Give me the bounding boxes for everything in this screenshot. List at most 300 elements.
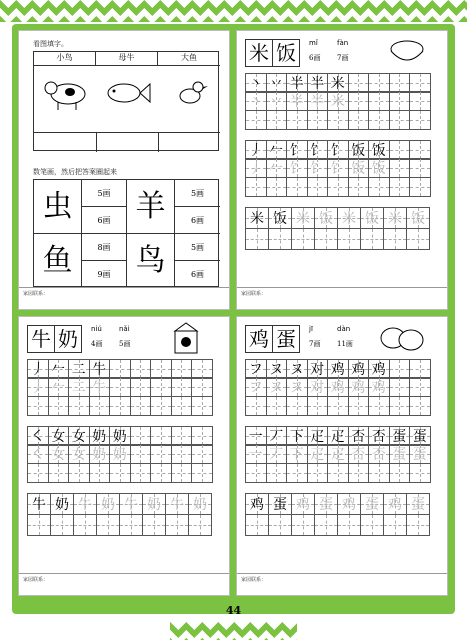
writing-cell[interactable] <box>109 359 131 379</box>
stroke-count-2: 7画 <box>337 54 349 62</box>
writing-cell[interactable] <box>27 444 49 464</box>
bottom-decorative-band <box>170 622 297 640</box>
option-yu-1[interactable]: 8画 <box>82 234 127 261</box>
trace-character: 饣 <box>289 161 304 177</box>
trace-character: 蛋 <box>412 447 427 463</box>
writing-cell[interactable] <box>286 463 308 483</box>
trace-character: 丆 <box>269 447 284 463</box>
option-chong-1[interactable]: 5画 <box>82 180 127 207</box>
writing-cell[interactable] <box>286 426 308 446</box>
writing-cell[interactable] <box>368 91 390 111</box>
writing-cell[interactable] <box>409 158 431 178</box>
word-practice-row <box>245 493 430 515</box>
writing-cell[interactable] <box>348 463 370 483</box>
writing-cell[interactable] <box>368 73 390 93</box>
writing-cell[interactable] <box>245 396 267 416</box>
writing-cell[interactable] <box>130 444 152 464</box>
writing-cell[interactable] <box>286 91 308 111</box>
fish-icon <box>104 78 152 108</box>
writing-cell[interactable] <box>27 396 49 416</box>
writing-cell[interactable] <box>307 444 329 464</box>
writing-cell[interactable] <box>48 426 70 446</box>
writing-cell[interactable] <box>383 514 407 536</box>
panel-mifan <box>236 30 448 310</box>
writing-cell[interactable] <box>48 359 70 379</box>
writing-cell[interactable] <box>360 228 384 250</box>
writing-cell[interactable] <box>327 140 349 160</box>
writing-cell[interactable] <box>89 426 111 446</box>
writing-cell[interactable] <box>307 140 329 160</box>
model-character: 奶 <box>55 497 69 513</box>
writing-cell[interactable] <box>68 426 90 446</box>
writing-cell[interactable] <box>48 396 70 416</box>
trace-character: 米 <box>330 94 345 110</box>
option-yang-1[interactable]: 5画 <box>175 180 220 207</box>
writing-cell[interactable] <box>150 426 172 446</box>
writing-cell[interactable] <box>171 463 193 483</box>
writing-cell[interactable] <box>48 444 70 464</box>
writing-cell[interactable] <box>266 73 288 93</box>
writing-cell[interactable] <box>368 177 390 197</box>
trace-character: 饣 <box>310 161 325 177</box>
writing-cell[interactable] <box>50 493 74 515</box>
trace-character: 半 <box>289 94 304 110</box>
writing-cell[interactable] <box>406 514 430 536</box>
writing-cell[interactable] <box>348 396 370 416</box>
bird-icon <box>174 76 210 108</box>
writing-cell[interactable] <box>150 377 172 397</box>
writing-cell[interactable] <box>307 177 329 197</box>
writing-cell[interactable] <box>96 493 120 515</box>
writing-cell[interactable] <box>389 140 411 160</box>
writing-cell[interactable] <box>409 73 431 93</box>
model-character: 𠂉 <box>51 362 66 378</box>
writing-cell[interactable] <box>68 444 90 464</box>
writing-cell[interactable] <box>307 73 329 93</box>
top-decorative-band <box>0 0 467 22</box>
trace-character: 下 <box>289 447 304 463</box>
writing-cell[interactable] <box>245 158 267 178</box>
writing-cell[interactable] <box>348 377 370 397</box>
footer-label: 家园联系： <box>23 291 49 297</box>
trace-character: 鸡 <box>296 497 310 513</box>
writing-cell[interactable] <box>348 444 370 464</box>
writing-cell[interactable] <box>409 463 431 483</box>
writing-cell[interactable] <box>171 426 193 446</box>
model-character: 牛 <box>32 497 46 513</box>
writing-cell[interactable] <box>191 426 213 446</box>
trace-character: 饭 <box>411 211 425 227</box>
writing-cell[interactable] <box>389 359 411 379</box>
writing-cell[interactable] <box>266 426 288 446</box>
panel-picture-words <box>18 30 230 310</box>
model-character: 丶 <box>248 76 263 92</box>
writing-cell[interactable] <box>286 110 308 130</box>
writing-cell[interactable] <box>268 514 292 536</box>
trace-character: 一 <box>248 447 263 463</box>
writing-cell[interactable] <box>150 444 172 464</box>
writing-cell[interactable] <box>368 396 390 416</box>
writing-cell[interactable] <box>27 463 49 483</box>
writing-cell[interactable] <box>389 426 411 446</box>
footer-label: 家园联系： <box>241 291 267 297</box>
writing-cell[interactable] <box>191 359 213 379</box>
model-character: 饭 <box>273 211 287 227</box>
writing-cell[interactable] <box>89 377 111 397</box>
writing-cell[interactable] <box>150 359 172 379</box>
writing-cell[interactable] <box>245 110 267 130</box>
writing-cell[interactable] <box>291 228 315 250</box>
writing-cell[interactable] <box>307 377 329 397</box>
writing-cell[interactable] <box>327 396 349 416</box>
option-niao-1[interactable]: 5画 <box>175 234 220 261</box>
practice-row <box>27 445 213 464</box>
writing-cell[interactable] <box>314 228 338 250</box>
writing-cell[interactable] <box>307 110 329 130</box>
writing-cell[interactable] <box>150 463 172 483</box>
writing-cell[interactable] <box>389 91 411 111</box>
writing-cell[interactable] <box>360 207 384 229</box>
writing-cell[interactable] <box>188 514 212 536</box>
writing-cell[interactable] <box>337 493 361 515</box>
footer-label: 家园联系： <box>23 577 49 583</box>
stroke-count-1: 6画 <box>309 54 321 62</box>
writing-cell[interactable] <box>191 463 213 483</box>
writing-cell[interactable] <box>327 73 349 93</box>
writing-cell[interactable] <box>109 426 131 446</box>
model-character: 鸡 <box>250 497 264 513</box>
writing-cell[interactable] <box>73 493 97 515</box>
writing-cell[interactable] <box>389 73 411 93</box>
writing-cell[interactable] <box>409 140 431 160</box>
writing-cell[interactable] <box>150 396 172 416</box>
writing-cell[interactable] <box>89 463 111 483</box>
writing-cell[interactable] <box>291 207 315 229</box>
writing-cell[interactable] <box>245 140 267 160</box>
writing-cell[interactable] <box>165 514 189 536</box>
char-niao: 鸟 <box>127 234 175 288</box>
word-char-1: 米 <box>245 39 273 67</box>
writing-cell[interactable] <box>89 359 111 379</box>
writing-cell[interactable] <box>291 493 315 515</box>
writing-cell[interactable] <box>68 396 90 416</box>
trace-character: 牛 <box>170 497 184 513</box>
writing-cell[interactable] <box>245 177 267 197</box>
writing-cell[interactable] <box>389 444 411 464</box>
writing-cell[interactable] <box>73 514 97 536</box>
writing-cell[interactable] <box>406 493 430 515</box>
panel4-footer <box>237 573 447 595</box>
writing-cell[interactable] <box>286 396 308 416</box>
writing-cell[interactable] <box>368 463 390 483</box>
writing-cell[interactable] <box>119 493 143 515</box>
writing-cell[interactable] <box>266 463 288 483</box>
option-chong-2[interactable]: 6画 <box>82 207 127 234</box>
option-yang-2[interactable]: 6画 <box>175 207 220 234</box>
writing-cell[interactable] <box>245 359 267 379</box>
writing-cell[interactable] <box>245 463 267 483</box>
writing-cell[interactable] <box>286 177 308 197</box>
model-character: 饣 <box>310 143 325 159</box>
footer-label: 家园联系： <box>241 577 267 583</box>
writing-cell[interactable] <box>266 359 288 379</box>
writing-cell[interactable] <box>266 110 288 130</box>
word-char-2: 饭 <box>272 39 300 67</box>
writing-cell[interactable] <box>314 207 338 229</box>
picture-table <box>33 51 219 151</box>
writing-cell[interactable] <box>409 426 431 446</box>
writing-cell[interactable] <box>348 158 370 178</box>
model-character: 牛 <box>92 362 107 378</box>
writing-cell[interactable] <box>348 110 370 130</box>
writing-cell[interactable] <box>409 91 431 111</box>
writing-cell[interactable] <box>245 377 267 397</box>
char-yu: 鱼 <box>34 234 82 288</box>
label-cow: 母牛 <box>96 52 158 66</box>
writing-cell[interactable] <box>389 377 411 397</box>
writing-cell[interactable] <box>337 228 361 250</box>
panel1-footer <box>19 287 229 309</box>
writing-cell[interactable] <box>245 514 269 536</box>
model-character: 二 <box>71 362 86 378</box>
answer-col-divider-2 <box>158 132 159 152</box>
model-character: 疋 <box>310 429 325 445</box>
writing-cell[interactable] <box>327 444 349 464</box>
writing-cell[interactable] <box>245 444 267 464</box>
model-character: 饭 <box>351 143 366 159</box>
pinyin-1: niú <box>91 325 102 333</box>
trace-character: 米 <box>388 211 402 227</box>
practice-row <box>245 92 431 111</box>
writing-cell[interactable] <box>307 359 329 379</box>
trace-character: 米 <box>296 211 310 227</box>
word-practice-row <box>245 228 430 250</box>
trace-character: 半 <box>310 94 325 110</box>
writing-cell[interactable] <box>307 396 329 416</box>
writing-cell[interactable] <box>327 359 349 379</box>
writing-cell[interactable] <box>327 426 349 446</box>
writing-cell[interactable] <box>266 396 288 416</box>
writing-cell[interactable] <box>286 158 308 178</box>
writing-cell[interactable] <box>327 158 349 178</box>
trace-character: 否 <box>351 447 366 463</box>
writing-cell[interactable] <box>368 444 390 464</box>
writing-cell[interactable] <box>383 228 407 250</box>
writing-cell[interactable] <box>109 444 131 464</box>
writing-cell[interactable] <box>89 444 111 464</box>
char-yang: 羊 <box>127 180 175 234</box>
writing-cell[interactable] <box>409 177 431 197</box>
writing-cell[interactable] <box>130 463 152 483</box>
writing-cell[interactable] <box>314 493 338 515</box>
writing-cell[interactable] <box>409 359 431 379</box>
practice-row <box>245 159 431 178</box>
writing-cell[interactable] <box>368 426 390 446</box>
writing-cell[interactable] <box>409 444 431 464</box>
word-practice-row <box>245 207 430 229</box>
writing-cell[interactable] <box>109 463 131 483</box>
label-bird: 小鸟 <box>34 52 96 66</box>
writing-cell[interactable] <box>50 514 74 536</box>
writing-cell[interactable] <box>286 444 308 464</box>
writing-cell[interactable] <box>268 493 292 515</box>
writing-cell[interactable] <box>27 359 49 379</box>
writing-cell[interactable] <box>191 444 213 464</box>
writing-cell[interactable] <box>109 377 131 397</box>
writing-cell[interactable] <box>348 73 370 93</box>
model-character: 蛋 <box>412 429 427 445</box>
trace-character: ヌ <box>269 380 284 396</box>
writing-cell[interactable] <box>48 377 70 397</box>
model-character: 丿 <box>30 362 45 378</box>
model-character: 半 <box>289 76 304 92</box>
writing-cell[interactable] <box>327 463 349 483</box>
writing-cell[interactable] <box>165 493 189 515</box>
writing-cell[interactable] <box>314 514 338 536</box>
writing-cell[interactable] <box>27 426 49 446</box>
writing-cell[interactable] <box>307 91 329 111</box>
writing-cell[interactable] <box>348 91 370 111</box>
writing-cell[interactable] <box>327 377 349 397</box>
writing-cell[interactable] <box>266 444 288 464</box>
writing-cell[interactable] <box>268 228 292 250</box>
writing-cell[interactable] <box>27 377 49 397</box>
writing-cell[interactable] <box>245 228 269 250</box>
writing-cell[interactable] <box>409 110 431 130</box>
writing-cell[interactable] <box>368 377 390 397</box>
writing-cell[interactable] <box>171 359 193 379</box>
writing-cell[interactable] <box>245 493 269 515</box>
writing-cell[interactable] <box>337 514 361 536</box>
writing-cell[interactable] <box>368 359 390 379</box>
option-niao-2[interactable]: 6画 <box>190 270 205 279</box>
writing-cell[interactable] <box>268 207 292 229</box>
writing-cell[interactable] <box>191 396 213 416</box>
panel-niunai <box>18 316 230 596</box>
writing-cell[interactable] <box>383 493 407 515</box>
writing-cell[interactable] <box>286 140 308 160</box>
writing-cell[interactable] <box>389 463 411 483</box>
writing-cell[interactable] <box>409 396 431 416</box>
writing-cell[interactable] <box>286 359 308 379</box>
writing-cell[interactable] <box>327 110 349 130</box>
trace-character: 疋 <box>330 447 345 463</box>
writing-cell[interactable] <box>348 359 370 379</box>
writing-cell[interactable] <box>68 377 90 397</box>
trace-character: ヌ <box>289 380 304 396</box>
writing-cell[interactable] <box>96 514 120 536</box>
writing-cell[interactable] <box>406 228 430 250</box>
trace-character: 对 <box>310 380 325 396</box>
writing-cell[interactable] <box>245 426 267 446</box>
writing-cell[interactable] <box>307 158 329 178</box>
writing-cell[interactable] <box>48 463 70 483</box>
writing-cell[interactable] <box>245 73 267 93</box>
writing-cell[interactable] <box>245 91 267 111</box>
model-character: 一 <box>248 429 263 445</box>
stroke-count-table <box>33 179 219 287</box>
writing-cell[interactable] <box>360 493 384 515</box>
practice-row <box>245 111 431 130</box>
writing-cell[interactable] <box>188 493 212 515</box>
writing-cell[interactable] <box>348 426 370 446</box>
writing-cell[interactable] <box>368 140 390 160</box>
trace-character: 鸡 <box>342 497 356 513</box>
writing-cell[interactable] <box>348 177 370 197</box>
writing-cell[interactable] <box>389 177 411 197</box>
writing-cell[interactable] <box>142 493 166 515</box>
model-character: ㇛ <box>30 429 45 445</box>
writing-cell[interactable] <box>389 110 411 130</box>
writing-cell[interactable] <box>109 396 131 416</box>
writing-cell[interactable] <box>171 377 193 397</box>
writing-cell[interactable] <box>307 426 329 446</box>
stroke-count-1: 4画 <box>91 340 103 348</box>
writing-cell[interactable] <box>389 158 411 178</box>
writing-cell[interactable] <box>286 377 308 397</box>
writing-cell[interactable] <box>27 493 51 515</box>
writing-cell[interactable] <box>368 158 390 178</box>
model-character: 奶 <box>92 429 107 445</box>
writing-cell[interactable] <box>291 514 315 536</box>
writing-cell[interactable] <box>307 463 329 483</box>
writing-cell[interactable] <box>130 377 152 397</box>
writing-cell[interactable] <box>191 377 213 397</box>
answer-col-divider-1 <box>96 132 97 152</box>
option-yu-2[interactable]: 9画 <box>82 261 127 288</box>
writing-cell[interactable] <box>406 207 430 229</box>
writing-cell[interactable] <box>130 359 152 379</box>
writing-cell[interactable] <box>89 396 111 416</box>
model-character: 疋 <box>330 429 345 445</box>
writing-cell[interactable] <box>68 463 90 483</box>
writing-cell[interactable] <box>266 140 288 160</box>
writing-cell[interactable] <box>389 396 411 416</box>
writing-cell[interactable] <box>130 426 152 446</box>
writing-cell[interactable] <box>171 396 193 416</box>
writing-cell[interactable] <box>27 514 51 536</box>
writing-cell[interactable] <box>130 396 152 416</box>
writing-cell[interactable] <box>171 444 193 464</box>
writing-cell[interactable] <box>266 158 288 178</box>
practice-row <box>245 445 431 464</box>
writing-cell[interactable] <box>286 73 308 93</box>
writing-cell[interactable] <box>409 377 431 397</box>
writing-cell[interactable] <box>142 514 166 536</box>
writing-cell[interactable] <box>327 91 349 111</box>
writing-cell[interactable] <box>383 207 407 229</box>
writing-cell[interactable] <box>368 110 390 130</box>
writing-cell[interactable] <box>348 140 370 160</box>
stroke-count-2: 11画 <box>337 340 353 348</box>
writing-cell[interactable] <box>360 514 384 536</box>
writing-cell[interactable] <box>245 207 269 229</box>
writing-cell[interactable] <box>266 91 288 111</box>
trace-character: 饭 <box>371 161 386 177</box>
writing-cell[interactable] <box>327 177 349 197</box>
trace-character: 牛 <box>124 497 138 513</box>
word-practice-row <box>27 514 212 536</box>
writing-cell[interactable] <box>266 177 288 197</box>
writing-cell[interactable] <box>266 377 288 397</box>
writing-cell[interactable] <box>337 207 361 229</box>
writing-cell[interactable] <box>119 514 143 536</box>
pinyin-1: mǐ <box>309 39 318 47</box>
model-character: 饣 <box>330 143 345 159</box>
writing-cell[interactable] <box>68 359 90 379</box>
model-character: 鸡 <box>371 362 386 378</box>
trace-character: 丿 <box>248 161 263 177</box>
